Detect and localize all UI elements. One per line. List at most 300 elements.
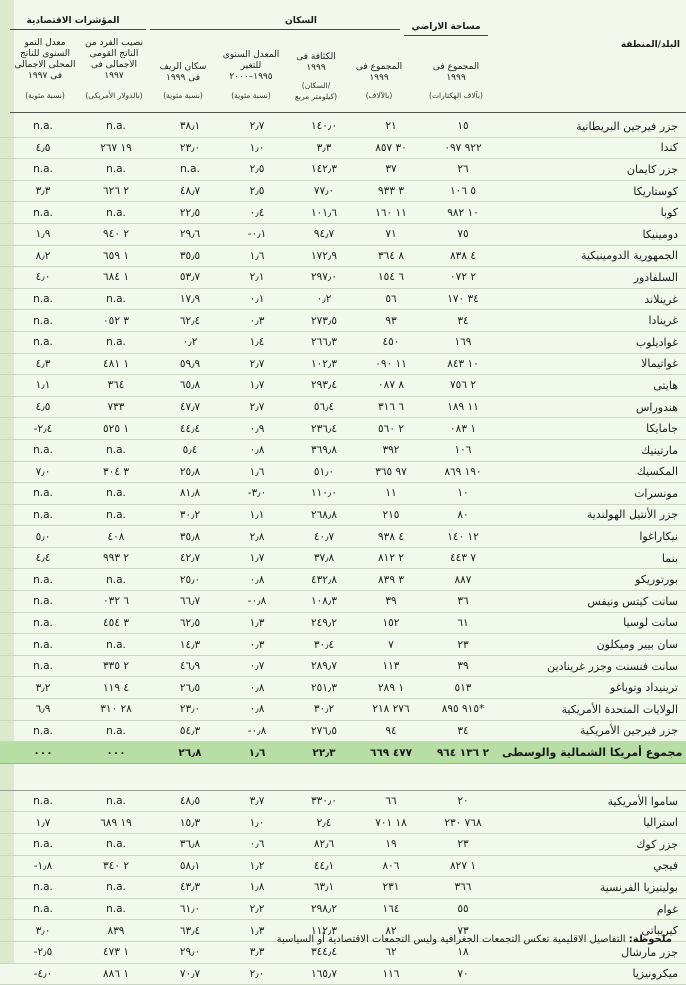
- cell-gnp: ٤٠٨: [76, 526, 156, 548]
- spacer-cell: [290, 763, 358, 790]
- cell-pop: ١٩: [358, 834, 424, 856]
- cell-pop: ٣٩٢: [358, 439, 424, 461]
- cell-country: كوبا: [502, 202, 686, 224]
- spacer-row: [0, 763, 686, 790]
- cell-dens: ٣٧٫٨: [290, 547, 358, 569]
- cell-gnp: ١ ٦٨٤: [76, 267, 156, 289]
- cell-pop: ٩٤: [358, 720, 424, 742]
- cell-country: كيريباتى: [502, 920, 686, 942]
- cell-gdp: n.a.: [10, 288, 76, 310]
- cell-country: جزر فيرجين البريطانية: [502, 116, 686, 137]
- cell-gnp: n.a.: [76, 790, 156, 812]
- cell-gnp: ٢ ٩٩٣: [76, 547, 156, 569]
- cell-gnp: n.a.: [76, 898, 156, 920]
- row-pad: [0, 288, 10, 310]
- cell-gdp: n.a.: [10, 790, 76, 812]
- table-row: [0, 547, 686, 569]
- cell-gdp: ٤٫٥: [10, 396, 76, 418]
- row-pad: [0, 720, 10, 742]
- cell-rural: ٤٨٫٥: [156, 790, 224, 812]
- cell-gdp: ٦٫٩: [10, 699, 76, 721]
- cell-growth: ١٫٧: [224, 547, 290, 569]
- cell-gnp: ٧٣٣: [76, 396, 156, 418]
- cell-country: الولايات المتحدة الأمريكية: [502, 699, 686, 721]
- cell-growth: -٠٫٨: [224, 720, 290, 742]
- cell-dens: ٢٨٩٫٧: [290, 655, 358, 677]
- cell-rural: ٢٥٫٠: [156, 569, 224, 591]
- cell-country: نيكاراغوا: [502, 526, 686, 548]
- cell-pop: ٩٣: [358, 310, 424, 332]
- spacer-cell: [424, 763, 502, 790]
- cell-dens: ٤٤٫١: [290, 855, 358, 877]
- total-row: [0, 742, 686, 764]
- table-row: [0, 963, 686, 985]
- cell-dens: ٢٧٣٫٥: [290, 310, 358, 332]
- table-row: [0, 202, 686, 224]
- cell-growth: -٠٫١: [224, 223, 290, 245]
- cell-gnp: ٨٣٩: [76, 920, 156, 942]
- cell-dens: ١١٠٫٠: [290, 483, 358, 505]
- cell-country: هندوراس: [502, 396, 686, 418]
- cell-gdp: ٤٫٥: [10, 137, 76, 159]
- cell-gdp: ٤٫٣: [10, 353, 76, 375]
- cell-dens: ٢٦٦٫٣: [290, 331, 358, 353]
- cell-area: ١٦٩: [424, 331, 502, 353]
- cell-growth: ٢٫٠: [224, 963, 290, 985]
- cell-growth: ٠٫٨: [224, 439, 290, 461]
- cell-area: ٩٢٢ ٠٩٧: [424, 137, 502, 159]
- cell-growth: -٠٫٨: [224, 591, 290, 613]
- cell-pop: ٣٩: [358, 591, 424, 613]
- cell-gdp: n.a.: [10, 310, 76, 332]
- row-pad: [0, 699, 10, 721]
- col-gnp-header: نصيب الفرد من الناتج القومى الاجمالى فى ١٩٩٧: [84, 38, 144, 81]
- cell-growth: ٠٫٧: [224, 655, 290, 677]
- footnote: [20, 934, 672, 945]
- table-row: [0, 116, 686, 137]
- table-row: [0, 699, 686, 721]
- table-row: [0, 331, 686, 353]
- row-pad: [0, 159, 10, 181]
- cell-gnp: ٢ ٩٤٠: [76, 223, 156, 245]
- cell-rural: ٤٢٫٧: [156, 547, 224, 569]
- cell-rural: ٢٦٫٥: [156, 677, 224, 699]
- cell-gnp: n.a.: [76, 720, 156, 742]
- cell-rural: ١٧٫٩: [156, 288, 224, 310]
- cell-country: جزر الأنتيل الهولندية: [502, 504, 686, 526]
- col-total-header: المجموع فى ١٩٩٩: [355, 62, 403, 83]
- cell-gnp: ١ ٦٥٩: [76, 245, 156, 267]
- col-country-header: البلد/المنطقة: [620, 40, 680, 50]
- row-pad: [0, 353, 10, 375]
- cell-rural: ٦٢٫٥: [156, 612, 224, 634]
- cell-dens: ٢٣٦٫٤: [290, 418, 358, 440]
- row-pad: [0, 547, 10, 569]
- cell-gnp: ١ ٥٢٥: [76, 418, 156, 440]
- col-total-unit: (بالآلاف): [365, 91, 393, 100]
- cell-pop: ٦ ١٥٤: [358, 267, 424, 289]
- statistics-table: [0, 116, 686, 985]
- cell-pop: ١ ٢٨٩: [358, 677, 424, 699]
- cell-country: الجمهورية الدومينيكية: [502, 245, 686, 267]
- cell-growth: ٢٫٢: [224, 898, 290, 920]
- cell-gnp: n.a.: [76, 569, 156, 591]
- cell-country: بورتوريكو: [502, 569, 686, 591]
- col-density-unit: (السكان/ كيلومتر مربع): [294, 81, 338, 101]
- row-pad: [0, 898, 10, 920]
- row-pad: [0, 526, 10, 548]
- cell-gnp: ٦ ٠٣٢: [76, 591, 156, 613]
- cell-country: سان بيير وميكلون: [502, 634, 686, 656]
- cell-area: ١٢ ١٤٠: [424, 526, 502, 548]
- cell-gnp: n.a.: [76, 331, 156, 353]
- cell-country: سانت فنسنت وجزر غرينادين: [502, 655, 686, 677]
- cell-rural: n.a.: [156, 159, 224, 181]
- cell-country: بنما: [502, 547, 686, 569]
- cell-gnp: n.a.: [76, 877, 156, 899]
- cell-gnp: n.a.: [76, 116, 156, 137]
- cell-growth: ٠٫٣: [224, 634, 290, 656]
- cell-rural: ٣٥٫٨: [156, 526, 224, 548]
- cell-country: جزر مارشال: [502, 941, 686, 963]
- cell-growth: ٣٫٧: [224, 790, 290, 812]
- cell-gnp: ٤ ١١٩: [76, 677, 156, 699]
- row-pad: [0, 941, 10, 963]
- cell-gdp: -٢٫٤: [10, 418, 76, 440]
- cell-rural: ٦٣٫٤: [156, 920, 224, 942]
- cell-pop: ٢١: [358, 116, 424, 137]
- table-row: [0, 504, 686, 526]
- cell-gnp: ١٩ ٢٦٧: [76, 137, 156, 159]
- cell-growth: ٠٫٩: [224, 418, 290, 440]
- cell-gnp: n.a.: [76, 834, 156, 856]
- cell-growth: ٠٫٨: [224, 677, 290, 699]
- cell-rural: ٣٠٫٢: [156, 504, 224, 526]
- cell-pop: ١١٦: [358, 963, 424, 985]
- row-pad: [0, 418, 10, 440]
- table-row: [0, 375, 686, 397]
- cell-pop: ٤٥٠: [358, 331, 424, 353]
- cell-area: ٢ ١٣٦ ٩٦٤: [424, 742, 502, 764]
- cell-growth: ١٫٦: [224, 461, 290, 483]
- cell-country: مارتينيك: [502, 439, 686, 461]
- cell-rural: ٤٦٫٩: [156, 655, 224, 677]
- cell-growth: ٠٫٨: [224, 699, 290, 721]
- cell-growth: ٣٫٣: [224, 941, 290, 963]
- cell-country: دومينيكا: [502, 223, 686, 245]
- cell-gdp: n.a.: [10, 439, 76, 461]
- cell-gnp: ١ ٨٨٦: [76, 963, 156, 985]
- cell-dens: ١٠١٫٦: [290, 202, 358, 224]
- col-growth-header: المعدل السنوى للتغير ١٩٩٥–٢٠٠٠: [222, 50, 280, 82]
- cell-gnp: n.a.: [76, 504, 156, 526]
- cell-rural: ٢٣٫٠: [156, 137, 224, 159]
- table-row: [0, 288, 686, 310]
- cell-pop: ١١ ٠٩٠: [358, 353, 424, 375]
- row-pad: [0, 202, 10, 224]
- cell-gnp: ١ ٤٨١: [76, 353, 156, 375]
- table-row: [0, 310, 686, 332]
- row-pad: [0, 920, 10, 942]
- cell-area: ٢ ٠٧٢: [424, 267, 502, 289]
- cell-country: استراليا: [502, 812, 686, 834]
- cell-country: كوستاريكا: [502, 180, 686, 202]
- cell-pop: ٢٧٦ ٢١٨: [358, 699, 424, 721]
- row-pad: [0, 375, 10, 397]
- cell-rural: ٤٤٫٤: [156, 418, 224, 440]
- cell-pop: ٨ ٣٦٤: [358, 245, 424, 267]
- table-row: [0, 180, 686, 202]
- cell-gdp: n.a.: [10, 591, 76, 613]
- table-row: [0, 812, 686, 834]
- cell-rural: ٦٦٫٧: [156, 591, 224, 613]
- row-pad: [0, 396, 10, 418]
- cell-pop: ٥٦: [358, 288, 424, 310]
- cell-dens: ١٤٠٫٠: [290, 116, 358, 137]
- col-growth-unit: (نسبة مئوية): [231, 91, 271, 100]
- cell-growth: ٠٫٤: [224, 202, 290, 224]
- cell-dens: ٣٦٩٫٨: [290, 439, 358, 461]
- cell-growth: ١٫١: [224, 504, 290, 526]
- cell-gnp: n.a.: [76, 439, 156, 461]
- cell-country: سانت لوسيا: [502, 612, 686, 634]
- cell-dens: ١١٢٫٣: [290, 920, 358, 942]
- spacer-cell: [358, 763, 424, 790]
- cell-area: ١٠٦: [424, 439, 502, 461]
- cell-gdp: n.a.: [10, 483, 76, 505]
- cell-pop: ١١: [358, 483, 424, 505]
- table-row: [0, 461, 686, 483]
- footnote-label: ملحوظة:: [628, 934, 672, 945]
- spacer-cell: [76, 763, 156, 790]
- cell-pop: ١١٣: [358, 655, 424, 677]
- table-row: [0, 898, 686, 920]
- cell-gdp: n.a.: [10, 720, 76, 742]
- cell-gdp: n.a.: [10, 202, 76, 224]
- cell-dens: ٩٤٫٧: [290, 223, 358, 245]
- row-pad: [0, 612, 10, 634]
- cell-dens: ٣٣٠٫٠: [290, 790, 358, 812]
- cell-dens: ٢٩٣٫٤: [290, 375, 358, 397]
- cell-gnp: n.a.: [76, 634, 156, 656]
- cell-country: سانت كيتس ونيفس: [502, 591, 686, 613]
- cell-area: ٥ ١٠٦: [424, 180, 502, 202]
- table-row: [0, 569, 686, 591]
- row-pad: [0, 223, 10, 245]
- cell-area: ٣٤: [424, 720, 502, 742]
- cell-area: ١٠: [424, 483, 502, 505]
- cell-gdp: ١٫١: [10, 375, 76, 397]
- cell-rural: ٦٥٫٨: [156, 375, 224, 397]
- header-rule: [10, 112, 686, 113]
- cell-rural: ٢٩٫٦: [156, 223, 224, 245]
- cell-country: جزر كايمان: [502, 159, 686, 181]
- cell-growth: ٠٫٦: [224, 834, 290, 856]
- row-pad: [0, 331, 10, 353]
- cell-country: غواديلوب: [502, 331, 686, 353]
- cell-pop: ٨٠٦: [358, 855, 424, 877]
- cell-country: غوام: [502, 898, 686, 920]
- population-divider: [150, 29, 400, 30]
- cell-pop: ٩٧ ٣٦٥: [358, 461, 424, 483]
- table-row: [0, 612, 686, 634]
- cell-growth: ٢٫٥: [224, 159, 290, 181]
- cell-country: جامايكا: [502, 418, 686, 440]
- cell-growth: ٠٫١: [224, 288, 290, 310]
- cell-gdp: n.a.: [10, 331, 76, 353]
- cell-gnp: ١٩ ٦٨٩: [76, 812, 156, 834]
- cell-area: ٥١٣: [424, 677, 502, 699]
- cell-gdp: n.a.: [10, 612, 76, 634]
- cell-gdp: ٣٫٢: [10, 677, 76, 699]
- cell-rural: ٦١٫٠: [156, 898, 224, 920]
- cell-dens: ٣٠٫٢: [290, 699, 358, 721]
- spacer-cell: [156, 763, 224, 790]
- econ-divider: [10, 29, 146, 30]
- footnote-text: التفاصيل الاقليمية تعكس التجمعات الجغرافية وليس التجمعات الاقتصادية أو السياسية: [276, 934, 626, 945]
- cell-growth: ١٫٧: [224, 375, 290, 397]
- col-density-header: الكثافة فى ١٩٩٩: [296, 52, 336, 73]
- cell-growth: ١٫٠: [224, 812, 290, 834]
- cell-pop: ٢١٥: [358, 504, 424, 526]
- cell-gnp: ٣ ٣٠٤: [76, 461, 156, 483]
- cell-dens: ١٦٥٫٧: [290, 963, 358, 985]
- row-pad: [0, 245, 10, 267]
- row-pad: [0, 742, 10, 764]
- cell-country: جزر فيرجين الأمريكية: [502, 720, 686, 742]
- cell-pop: ٤٧٧ ٦٦٩: [358, 742, 424, 764]
- cell-pop: ٨ ٠٨٧: [358, 375, 424, 397]
- cell-pop: ٦٢: [358, 941, 424, 963]
- cell-area: ٧ ٤٤٣: [424, 547, 502, 569]
- cell-area: ٧٠: [424, 963, 502, 985]
- cell-pop: ٣ ٨٣٩: [358, 569, 424, 591]
- cell-area: ١ ٠٨٣: [424, 418, 502, 440]
- cell-country: غرينادا: [502, 310, 686, 332]
- cell-gdp: ٧٫٠: [10, 461, 76, 483]
- cell-gdp: n.a.: [10, 634, 76, 656]
- cell-growth: ٢٫٧: [224, 116, 290, 137]
- cell-country: بولينيزيا الفرنسية: [502, 877, 686, 899]
- cell-gnp: n.a.: [76, 202, 156, 224]
- cell-gdp: ٣٫٣: [10, 180, 76, 202]
- cell-dens: ٥٦٫٤: [290, 396, 358, 418]
- cell-growth: -٣٫٠: [224, 483, 290, 505]
- cell-dens: ٢٩٧٫٠: [290, 267, 358, 289]
- cell-pop: ٣٧: [358, 159, 424, 181]
- cell-area: ١ ٨٢٧: [424, 855, 502, 877]
- cell-country: مونسرات: [502, 483, 686, 505]
- cell-rural: ٤٧٫٧: [156, 396, 224, 418]
- cell-pop: ٣٠ ٨٥٧: [358, 137, 424, 159]
- cell-area: ٢٣: [424, 834, 502, 856]
- cell-area: ١٠ ٩٨٢: [424, 202, 502, 224]
- cell-gnp: ١ ٤٧٣: [76, 941, 156, 963]
- cell-gnp: ٢٨ ٣١٠: [76, 699, 156, 721]
- cell-gdp: n.a.: [10, 116, 76, 137]
- cell-dens: ٢٧٦٫٥: [290, 720, 358, 742]
- cell-pop: ٧: [358, 634, 424, 656]
- cell-country: هايتى: [502, 375, 686, 397]
- cell-area: ٧٥: [424, 223, 502, 245]
- cell-country: المكسيك: [502, 461, 686, 483]
- cell-rural: ٨١٫٨: [156, 483, 224, 505]
- cell-growth: ١٫٣: [224, 920, 290, 942]
- cell-dens: ١٧٢٫٩: [290, 245, 358, 267]
- cell-dens: ١٠٨٫٣: [290, 591, 358, 613]
- cell-rural: ٣٥٫٥: [156, 245, 224, 267]
- cell-pop: ١٨ ٧٠١: [358, 812, 424, 834]
- cell-gdp: n.a.: [10, 834, 76, 856]
- row-pad: [0, 137, 10, 159]
- col-area-header: المجموع فى ١٩٩٩: [432, 62, 480, 83]
- cell-dens: ٢٫٤: [290, 812, 358, 834]
- table-row: [0, 877, 686, 899]
- cell-gnp: n.a.: [76, 288, 156, 310]
- table-row: [0, 245, 686, 267]
- cell-gdp: ٤٫٠: [10, 267, 76, 289]
- cell-country: جزر كوك: [502, 834, 686, 856]
- cell-dens: ٣٫٣: [290, 137, 358, 159]
- cell-rural: ٢٦٫٨: [156, 742, 224, 764]
- table-row: [0, 353, 686, 375]
- table-row: [0, 159, 686, 181]
- cell-gdp: -١٫٨: [10, 855, 76, 877]
- table-row: [0, 834, 686, 856]
- cell-growth: ١٫٦: [224, 742, 290, 764]
- col-rural-header: سكان الريف فى ١٩٩٩: [159, 62, 207, 83]
- table-row: [0, 855, 686, 877]
- cell-dens: ٢٢٫٣: [290, 742, 358, 764]
- cell-gdp: n.a.: [10, 504, 76, 526]
- cell-pop: ٤ ٩٣٨: [358, 526, 424, 548]
- table-row: [0, 267, 686, 289]
- cell-country: فيجي: [502, 855, 686, 877]
- cell-rural: ٤٣٫٣: [156, 877, 224, 899]
- cell-pop: ٢ ٥٦٠: [358, 418, 424, 440]
- table-row: [0, 720, 686, 742]
- cell-gnp: ٢ ٣٣٥: [76, 655, 156, 677]
- cell-gdp: ٨٫٢: [10, 245, 76, 267]
- cell-rural: ٣٦٫٨: [156, 834, 224, 856]
- cell-area: ٦١: [424, 612, 502, 634]
- spacer-cell: [10, 763, 76, 790]
- cell-country: غرينلاند: [502, 288, 686, 310]
- cell-pop: ٢ ٨١٢: [358, 547, 424, 569]
- cell-rural: ٥٤٫٣: [156, 720, 224, 742]
- cell-country: مجموع أمريكا الشمالية والوسطى: [502, 742, 686, 764]
- cell-rural: ٠٫٢: [156, 331, 224, 353]
- col-gdp-header: معدل النمو السنوى للناتج المحلى الاجمالى فى ١٩٩٧: [14, 38, 76, 81]
- row-pad: [0, 812, 10, 834]
- cell-gdp: ٠٠٠: [10, 742, 76, 764]
- cell-gnp: n.a.: [76, 159, 156, 181]
- cell-dens: ٢٥١٫٣: [290, 677, 358, 699]
- cell-area: ٢٠: [424, 790, 502, 812]
- cell-rural: ٤٨٫٧: [156, 180, 224, 202]
- row-pad: [0, 267, 10, 289]
- cell-dens: ٣٠٫٤: [290, 634, 358, 656]
- cell-growth: ١٫٤: [224, 331, 290, 353]
- cell-dens: ٤٣٢٫٨: [290, 569, 358, 591]
- row-pad: [0, 504, 10, 526]
- row-pad: [0, 180, 10, 202]
- cell-pop: ٨٢: [358, 920, 424, 942]
- cell-gdp: -٤٫٠: [10, 963, 76, 985]
- spacer-cell: [224, 763, 290, 790]
- cell-area: ٨٨٧: [424, 569, 502, 591]
- cell-growth: ٢٫٥: [224, 180, 290, 202]
